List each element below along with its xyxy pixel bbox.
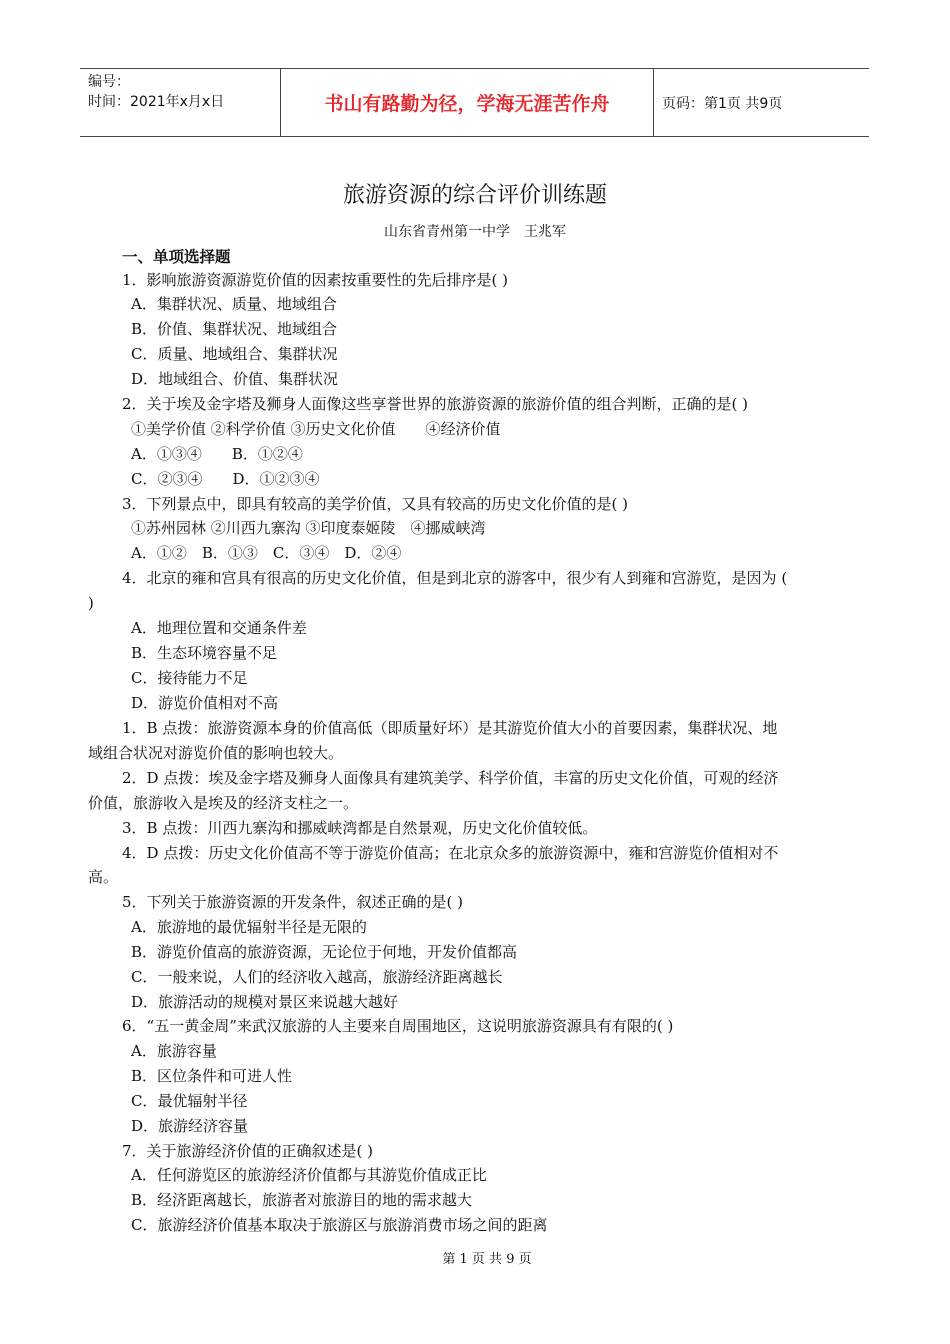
explanation-1: 1．B 点拨：旅游资源本身的价值高低（即质量好坏）是其游览价值大小的首要因素，集群状况、地 xyxy=(122,719,778,737)
option-7b: B．经济距离越长，旅游者对旅游目的地的需求越大 xyxy=(131,1191,473,1209)
question-5: 5．下列关于旅游资源的开发条件，叙述正确的是( ) xyxy=(122,893,464,911)
option-1a: A．集群状况、质量、地域组合 xyxy=(131,295,337,313)
option-5c: C．一般来说，人们的经济收入越高，旅游经济距离越长 xyxy=(131,968,503,986)
page-footer: 第 1 页 共 9 页 xyxy=(442,1252,532,1267)
option-4b: B．生态环境容量不足 xyxy=(131,644,278,662)
question-4-continued: ) xyxy=(88,594,94,612)
options-2cd: C．②③④ D．①②③④ xyxy=(131,470,320,488)
header-table xyxy=(80,68,869,137)
section-heading: 一、单项选择题 xyxy=(122,248,231,266)
option-6a: A．旅游容量 xyxy=(131,1042,217,1060)
header-meta-cell xyxy=(80,69,281,136)
option-5a: A．旅游地的最优辐射半径是无限的 xyxy=(131,918,367,936)
explanation-2-continued: 价值，旅游收入是埃及的经济支柱之一。 xyxy=(88,794,359,812)
option-4c: C．接待能力不足 xyxy=(131,669,248,687)
author-line: 山东省青州第一中学 王兆军 xyxy=(384,224,566,240)
option-1b: B．价值、集群状况、地域组合 xyxy=(131,320,338,338)
question-4: 4．北京的雍和宫具有很高的历史文化价值，但是到北京的游客中，很少有人到雍和宫游览，是因为 ( xyxy=(122,569,788,587)
time-label: 时间：2021年x月x日 xyxy=(88,94,225,110)
number-label: 编号： xyxy=(88,74,130,90)
options-3: A．①② B．①③ C．③④ D．②④ xyxy=(131,544,402,562)
explanation-4: 4．D 点拨：历史文化价值高不等于游览价值高；在北京众多的旅游资源中，雍和宫游览价值相对不 xyxy=(122,844,779,862)
page-code: 页码：第1页 共9页 xyxy=(662,95,783,112)
question-1: 1．影响旅游资源游览价值的因素按重要性的先后排序是( ) xyxy=(122,271,509,289)
question-2: 2．关于埃及金字塔及狮身人面像这些享誉世界的旅游资源的旅游价值的组合判断，正确的是( ) xyxy=(122,395,749,413)
document-title: 旅游资源的综合评价训练题 xyxy=(342,183,607,208)
option-1d: D．地域组合、价值、集群状况 xyxy=(131,370,339,388)
option-7c: C．旅游经济价值基本取决于旅游区与旅游消费市场之间的距离 xyxy=(131,1216,548,1234)
question-3-items: ①苏州园林 ②川西九寨沟 ③印度泰姬陵 ④挪威峡湾 xyxy=(131,519,486,537)
option-5b: B．游览价值高的旅游资源，无论位于何地，开发价值都高 xyxy=(131,943,518,961)
option-4a: A．地理位置和交通条件差 xyxy=(131,619,307,637)
question-2-items: ①美学价值 ②科学价值 ③历史文化价值 ④经济价值 xyxy=(131,420,501,438)
explanation-1-continued: 域组合状况对游览价值的影响也较大。 xyxy=(88,744,344,762)
option-1c: C．质量、地域组合、集群状况 xyxy=(131,345,338,363)
explanation-3: 3．B 点拨：川西九寨沟和挪威峡湾都是自然景观，历史文化价值较低。 xyxy=(122,819,598,837)
motto: 书山有路勤为径，学海无涯苦作舟 xyxy=(281,69,654,136)
option-6b: B．区位条件和可进人性 xyxy=(131,1067,293,1085)
question-3: 3．下列景点中，即具有较高的美学价值，又具有较高的历史文化价值的是( ) xyxy=(122,495,629,513)
question-6: 6．“五一黄金周”来武汉旅游的人主要来自周围地区，这说明旅游资源具有有限的( ) xyxy=(122,1017,674,1035)
option-7a: A．任何游览区的旅游经济价值都与其游览价值成正比 xyxy=(131,1166,487,1184)
option-6d: D．旅游经济容量 xyxy=(131,1117,249,1135)
option-5d: D．旅游活动的规模对景区来说越大越好 xyxy=(131,993,399,1011)
question-7: 7．关于旅游经济价值的正确叙述是( ) xyxy=(122,1142,374,1160)
option-6c: C．最优辐射半径 xyxy=(131,1092,248,1110)
explanation-2: 2．D 点拨：埃及金字塔及狮身人面像具有建筑美学、科学价值，丰富的历史文化价值，可观的经济 xyxy=(122,769,779,787)
option-4d: D．游览价值相对不高 xyxy=(131,694,279,712)
explanation-4-continued: 高。 xyxy=(88,868,119,886)
options-2ab: A．①③④ B．①②④ xyxy=(131,445,303,463)
